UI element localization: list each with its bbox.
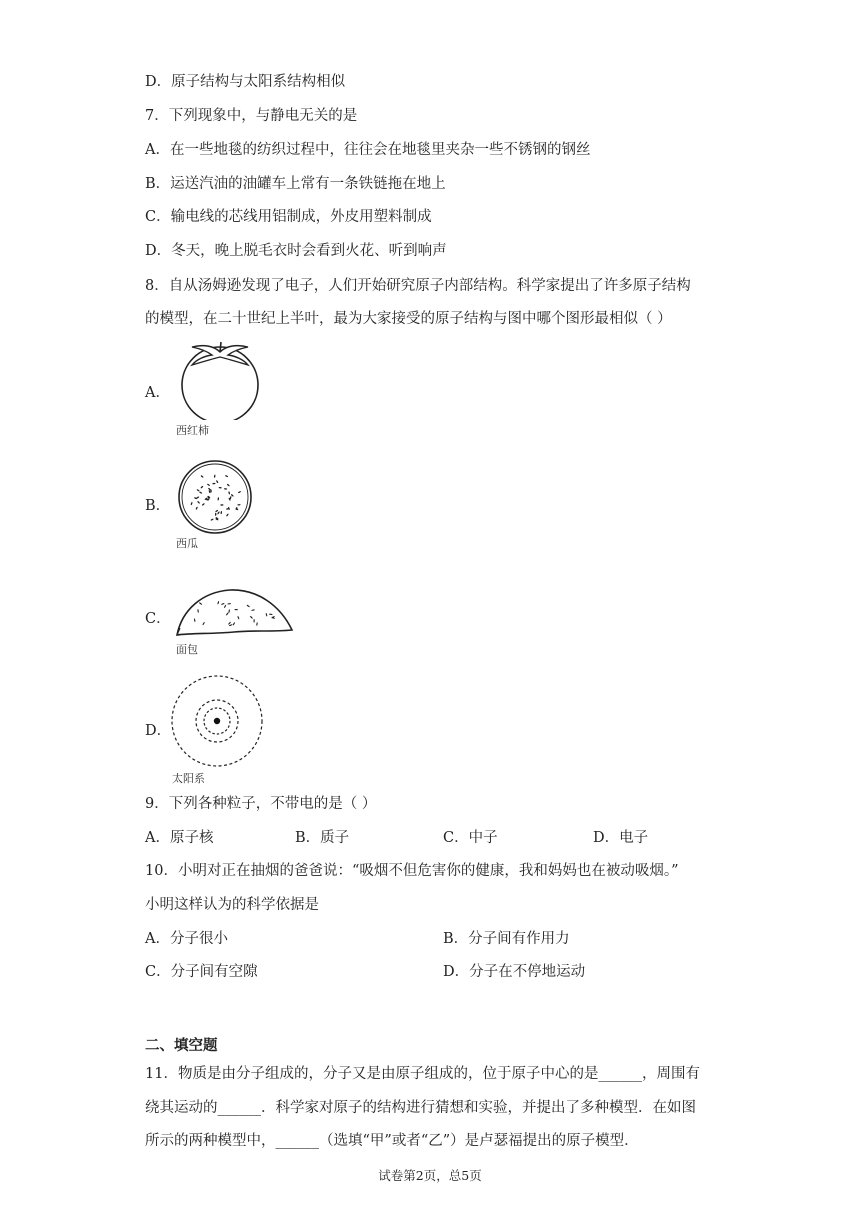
q11-line2: 绕其运动的______．科学家对原子的结构进行猜想和实验，并提出了多种模型．在如图	[145, 1100, 696, 1116]
q8-figure-a-caption: 西红柿	[176, 424, 209, 437]
q7-option-c: C．输电线的芯线用铝制成，外皮用塑料制成	[145, 209, 432, 225]
q7-option-d: D．冬天，晚上脱毛衣时会看到火花、听到响声	[145, 243, 447, 259]
q6-option-d: D．原子结构与太阳系结构相似	[145, 74, 346, 90]
q8-figure-b-caption: 西瓜	[176, 537, 198, 550]
bread-figure	[172, 580, 297, 640]
page-footer: 试卷第2页，总5页	[378, 1168, 482, 1183]
q11-line3: 所示的两种模型中，______（选填“甲”或者“乙”）是卢瑟福提出的原子模型．	[145, 1133, 639, 1149]
q10-option-b: B．分子间有作用力	[443, 931, 570, 947]
q10-options-row1	[145, 929, 705, 949]
q7-option-a: A．在一些地毯的纺织过程中，往往会在地毯里夹杂一些不锈钢的钢丝	[145, 142, 591, 158]
q9-stem: 9．下列各种粒子，不带电的是（ ）	[145, 796, 377, 812]
q8-stem-line2: 的模型，在二十世纪上半叶，最为大家接受的原子结构与图中哪个图形最相似（ ）	[145, 311, 672, 327]
q10-option-c: C．分子间有空隙	[145, 964, 258, 980]
q7-option-b: B．运送汽油的油罐车上常有一条铁链拖在地上	[145, 176, 446, 192]
q9-options	[145, 828, 705, 848]
q10-option-a: A．分子很小	[145, 931, 228, 947]
q9-option-c: C．中子	[443, 830, 498, 846]
q8-figure-b-letter: B．	[145, 498, 171, 514]
tomato-figure	[170, 338, 270, 420]
watermelon-figure	[172, 457, 262, 537]
q10-stem-line1: 10．小明对正在抽烟的爸爸说：“吸烟不但危害你的健康，我和妈妈也在被动吸烟。”	[145, 863, 679, 879]
solar-system-figure	[168, 675, 268, 770]
q10-option-d: D．分子在不停地运动	[443, 964, 586, 980]
q9-option-d: D．电子	[593, 830, 649, 846]
q10-stem-line2: 小明这样认为的科学依据是	[145, 897, 319, 913]
q8-figure-a-letter: A．	[145, 385, 170, 401]
q8-figure-c-caption: 面包	[176, 643, 198, 656]
q7-stem: 7．下列现象中，与静电无关的是	[145, 108, 358, 124]
q8-figure-d-letter: D．	[145, 723, 172, 739]
section-title-fill-in: 二、填空题	[145, 1037, 218, 1054]
q9-option-b: B．质子	[295, 830, 350, 846]
q8-figure-c-letter: C．	[145, 611, 171, 627]
q10-options-row2	[145, 962, 705, 982]
q8-figure-d-caption: 太阳系	[172, 772, 205, 785]
q11-line1: 11．物质是由分子组成的，分子又是由原子组成的，位于原子中心的是______，周围有	[145, 1066, 700, 1082]
q9-option-a: A．原子核	[145, 830, 214, 846]
q8-stem-line1: 8．自从汤姆逊发现了电子，人们开始研究原子内部结构。科学家提出了许多原子结构	[145, 278, 691, 294]
